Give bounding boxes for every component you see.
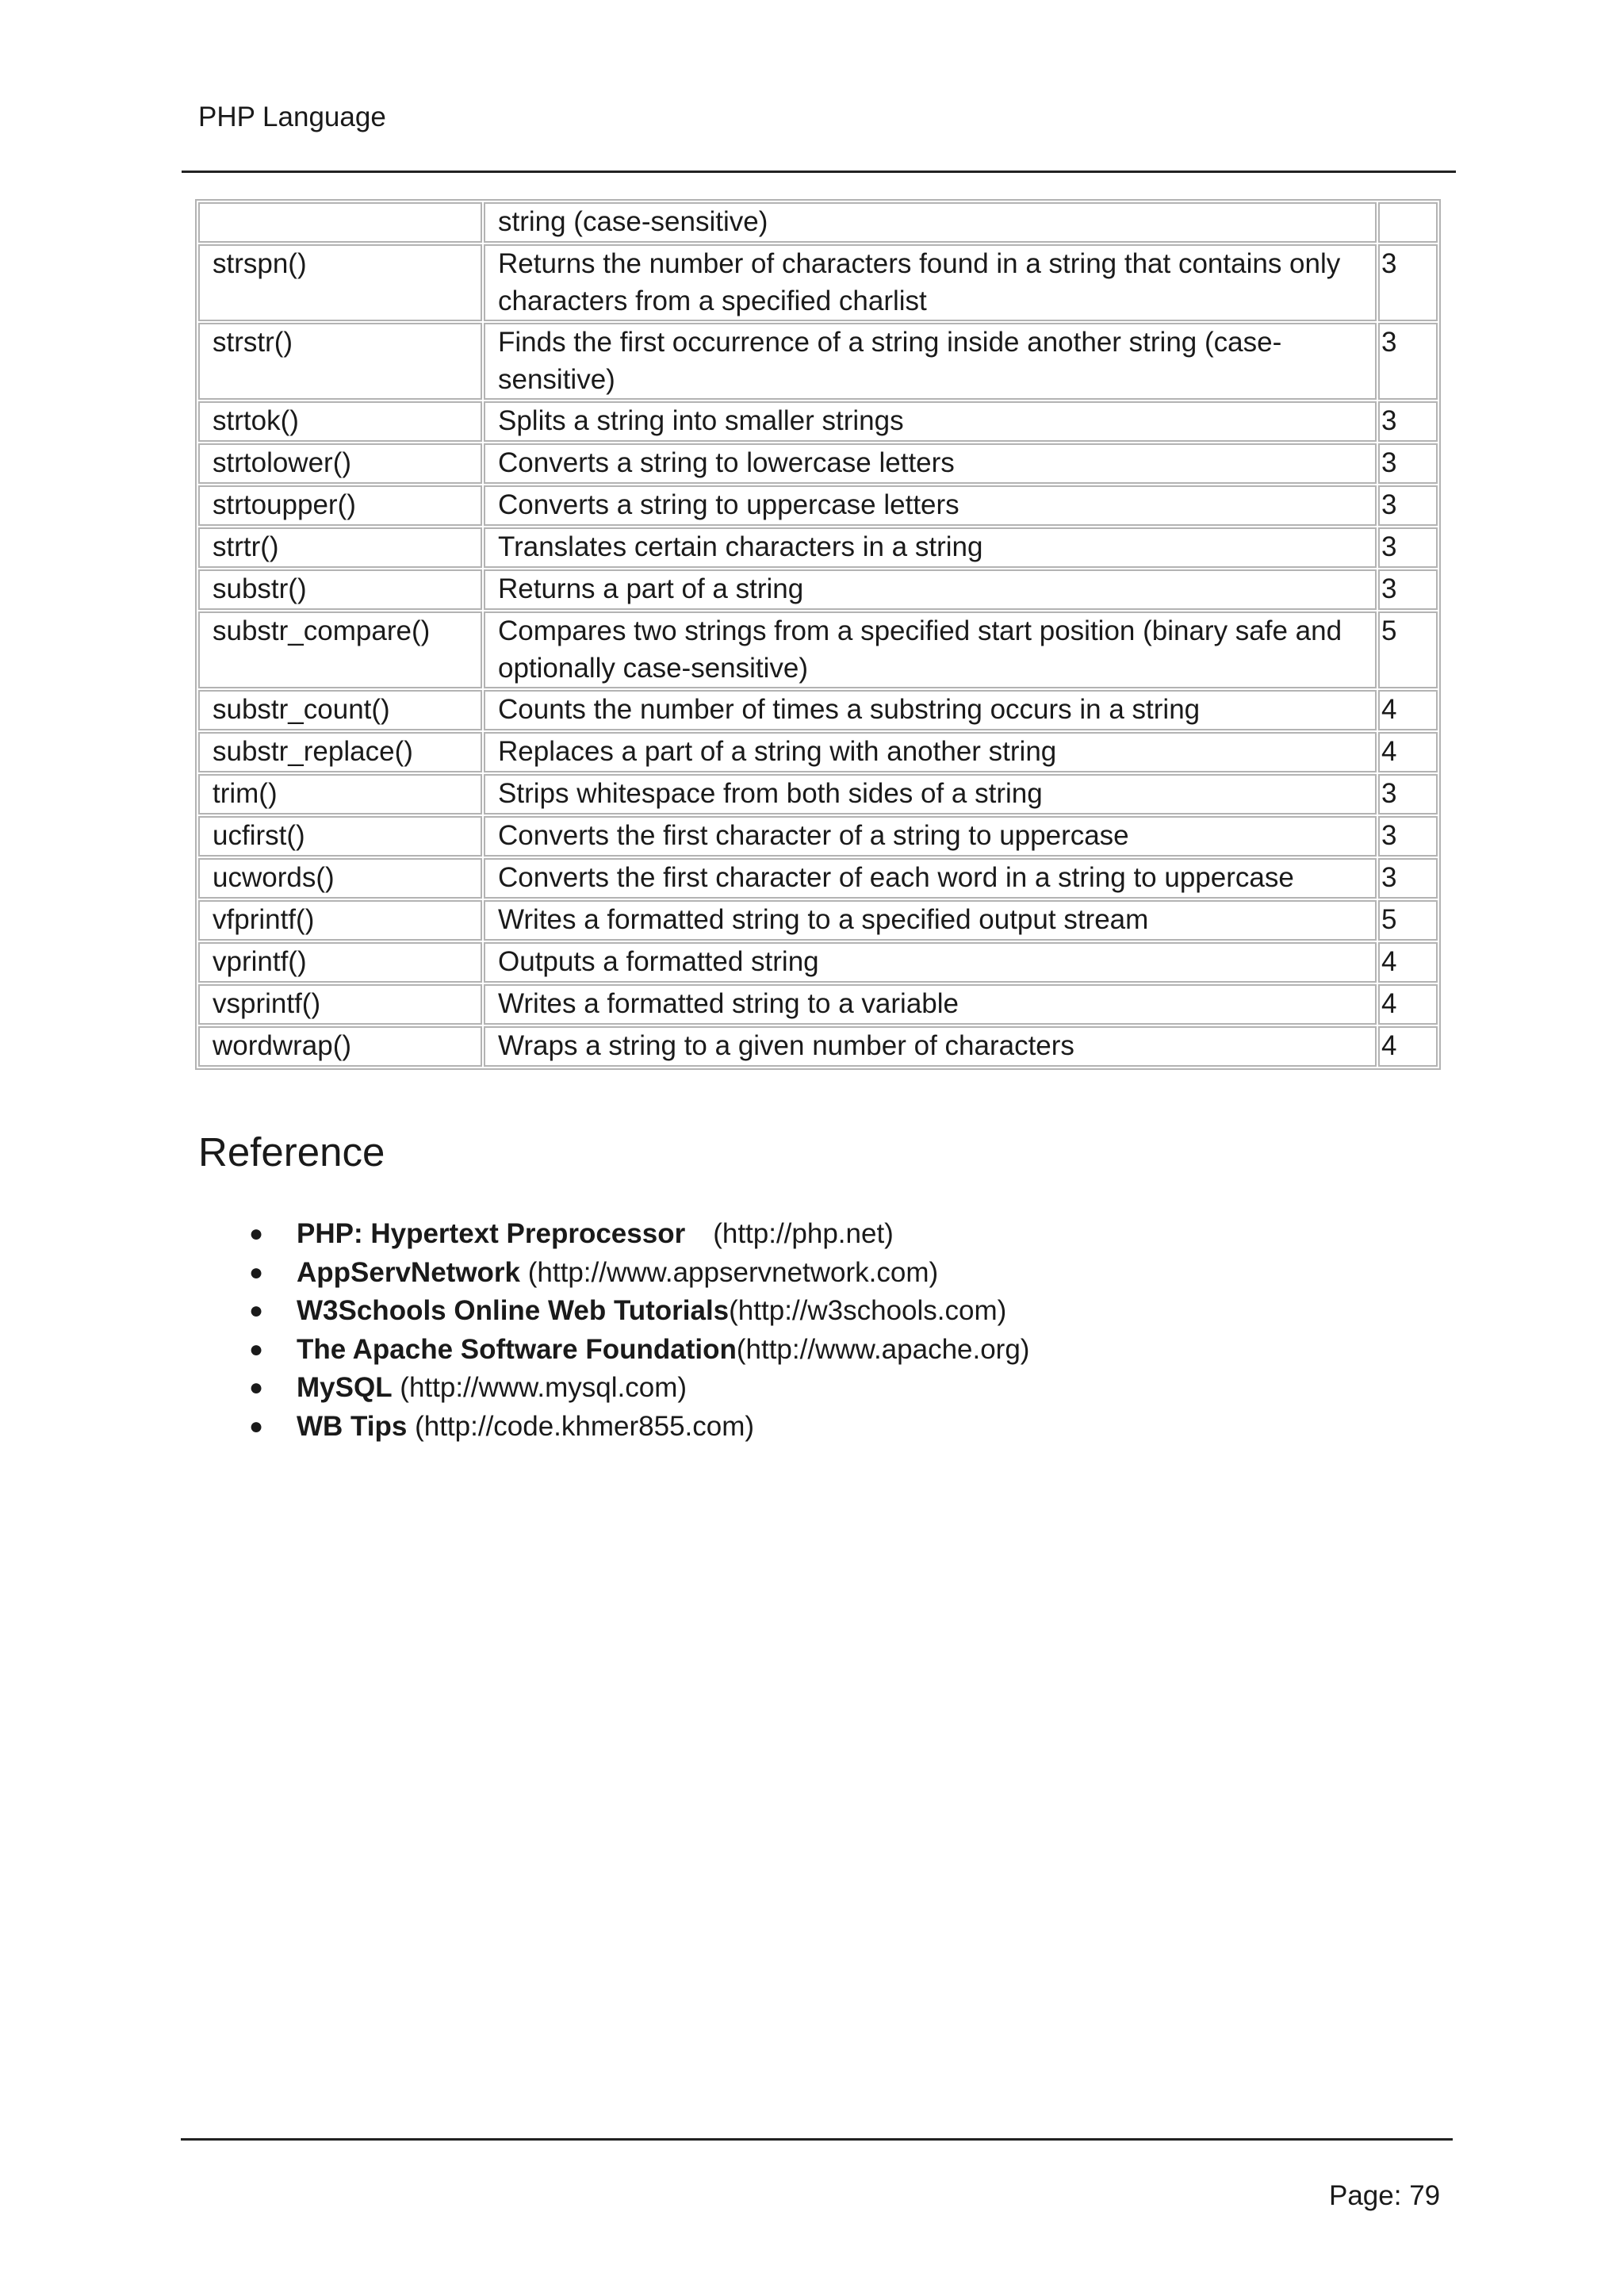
version-cell: 3 xyxy=(1378,485,1438,526)
function-name-cell: substr_compare() xyxy=(198,611,482,688)
version-cell: 5 xyxy=(1378,611,1438,688)
reference-name: AppServNetwork xyxy=(297,1256,521,1288)
table-row xyxy=(198,858,1438,899)
table-row xyxy=(198,611,1438,688)
function-name-cell: trim() xyxy=(198,774,482,815)
bullet-icon: ● xyxy=(249,1412,264,1439)
version-cell: 4 xyxy=(1378,732,1438,772)
function-name-cell: substr() xyxy=(198,569,482,610)
version-cell: 3 xyxy=(1378,527,1438,568)
function-name-cell: vsprintf() xyxy=(198,984,482,1025)
table-row xyxy=(198,401,1438,442)
bullet-icon: ● xyxy=(249,1336,264,1363)
list-item xyxy=(198,1369,1029,1408)
description-cell: Converts the first character of a string to uppercase xyxy=(484,816,1377,857)
table-row xyxy=(198,774,1438,815)
description-cell: Converts the first character of each word in a string to uppercase xyxy=(484,858,1377,899)
function-name-cell: strtok() xyxy=(198,401,482,442)
version-cell: 3 xyxy=(1378,569,1438,610)
description-cell: Finds the first occurrence of a string inside another string (case-sensitive) xyxy=(484,323,1377,400)
version-cell: 3 xyxy=(1378,774,1438,815)
footer-rule xyxy=(181,2138,1453,2141)
reference-url: (http://www.apache.org) xyxy=(736,1333,1030,1365)
bullet-icon: ● xyxy=(249,1374,264,1401)
table-row xyxy=(198,485,1438,526)
reference-url: (http://code.khmer855.com) xyxy=(407,1410,755,1442)
reference-heading: Reference xyxy=(198,1129,385,1175)
description-cell: Writes a formatted string to a variable xyxy=(484,984,1377,1025)
version-cell: 4 xyxy=(1378,984,1438,1025)
table-row xyxy=(198,690,1438,730)
list-item xyxy=(198,1215,1029,1254)
table-row xyxy=(198,569,1438,610)
function-name-cell: substr_replace() xyxy=(198,732,482,772)
function-name-cell xyxy=(198,202,482,243)
function-name-cell: strtolower() xyxy=(198,443,482,484)
version-cell: 3 xyxy=(1378,443,1438,484)
table-row xyxy=(198,443,1438,484)
list-item xyxy=(198,1408,1029,1447)
function-name-cell: vprintf() xyxy=(198,942,482,983)
reference-url: (http://www.appservnetwork.com) xyxy=(520,1256,939,1288)
version-cell: 3 xyxy=(1378,244,1438,321)
function-name-cell: strtoupper() xyxy=(198,485,482,526)
version-cell: 3 xyxy=(1378,323,1438,400)
version-cell: 3 xyxy=(1378,858,1438,899)
description-cell: Outputs a formatted string xyxy=(484,942,1377,983)
bullet-icon: ● xyxy=(249,1221,264,1247)
description-cell: Converts a string to uppercase letters xyxy=(484,485,1377,526)
version-cell: 3 xyxy=(1378,816,1438,857)
description-cell: Converts a string to lowercase letters xyxy=(484,443,1377,484)
table-row xyxy=(198,732,1438,772)
function-name-cell: strspn() xyxy=(198,244,482,321)
description-cell: Counts the number of times a substring occurs in a string xyxy=(484,690,1377,730)
version-cell: 4 xyxy=(1378,690,1438,730)
version-cell xyxy=(1378,202,1438,243)
description-cell: Returns the number of characters found in a string that contains only characters from a specified charlist xyxy=(484,244,1377,321)
description-cell: Replaces a part of a string with another string xyxy=(484,732,1377,772)
bullet-icon: ● xyxy=(249,1297,264,1324)
reference-url: (http://php.net) xyxy=(685,1218,894,1249)
description-cell: Returns a part of a string xyxy=(484,569,1377,610)
reference-name: The Apache Software Foundation xyxy=(297,1333,737,1365)
page-number: Page: 79 xyxy=(1329,2180,1441,2211)
description-cell: string (case-sensitive) xyxy=(484,202,1377,243)
function-name-cell: strtr() xyxy=(198,527,482,568)
reference-name: W3Schools Online Web Tutorials xyxy=(297,1295,730,1326)
reference-list xyxy=(198,1215,1029,1446)
description-cell: Wraps a string to a given number of characters xyxy=(484,1026,1377,1067)
table-row xyxy=(198,323,1438,400)
running-header-title: PHP Language xyxy=(198,102,386,132)
description-cell: Splits a string into smaller strings xyxy=(484,401,1377,442)
table-row xyxy=(198,527,1438,568)
function-name-cell: ucfirst() xyxy=(198,816,482,857)
table-row xyxy=(198,984,1438,1025)
function-name-cell: wordwrap() xyxy=(198,1026,482,1067)
table-row xyxy=(198,1026,1438,1067)
header-rule xyxy=(182,171,1456,173)
reference-name: MySQL xyxy=(297,1372,393,1403)
description-cell: Strips whitespace from both sides of a string xyxy=(484,774,1377,815)
description-cell: Writes a formatted string to a specified output stream xyxy=(484,900,1377,941)
version-cell: 4 xyxy=(1378,942,1438,983)
reference-url: (http://w3schools.com) xyxy=(729,1295,1007,1326)
list-item xyxy=(198,1254,1029,1293)
function-name-cell: vfprintf() xyxy=(198,900,482,941)
version-cell: 3 xyxy=(1378,401,1438,442)
reference-name: PHP: Hypertext Preprocessor xyxy=(297,1218,686,1249)
string-functions-table xyxy=(195,199,1441,1070)
reference-name: WB Tips xyxy=(297,1410,408,1442)
list-item xyxy=(198,1331,1029,1370)
reference-url: (http://www.mysql.com) xyxy=(392,1372,688,1403)
version-cell: 4 xyxy=(1378,1026,1438,1067)
function-name-cell: ucwords() xyxy=(198,858,482,899)
description-cell: Translates certain characters in a string xyxy=(484,527,1377,568)
table-row xyxy=(198,244,1438,321)
function-name-cell: strstr() xyxy=(198,323,482,400)
table-row xyxy=(198,942,1438,983)
bullet-icon: ● xyxy=(249,1259,264,1286)
function-name-cell: substr_count() xyxy=(198,690,482,730)
string-functions-table-body xyxy=(198,202,1438,1067)
table-row xyxy=(198,202,1438,243)
description-cell: Compares two strings from a specified start position (binary safe and optionally case-sensitive) xyxy=(484,611,1377,688)
table-row xyxy=(198,816,1438,857)
list-item xyxy=(198,1292,1029,1331)
version-cell: 5 xyxy=(1378,900,1438,941)
table-row xyxy=(198,900,1438,941)
